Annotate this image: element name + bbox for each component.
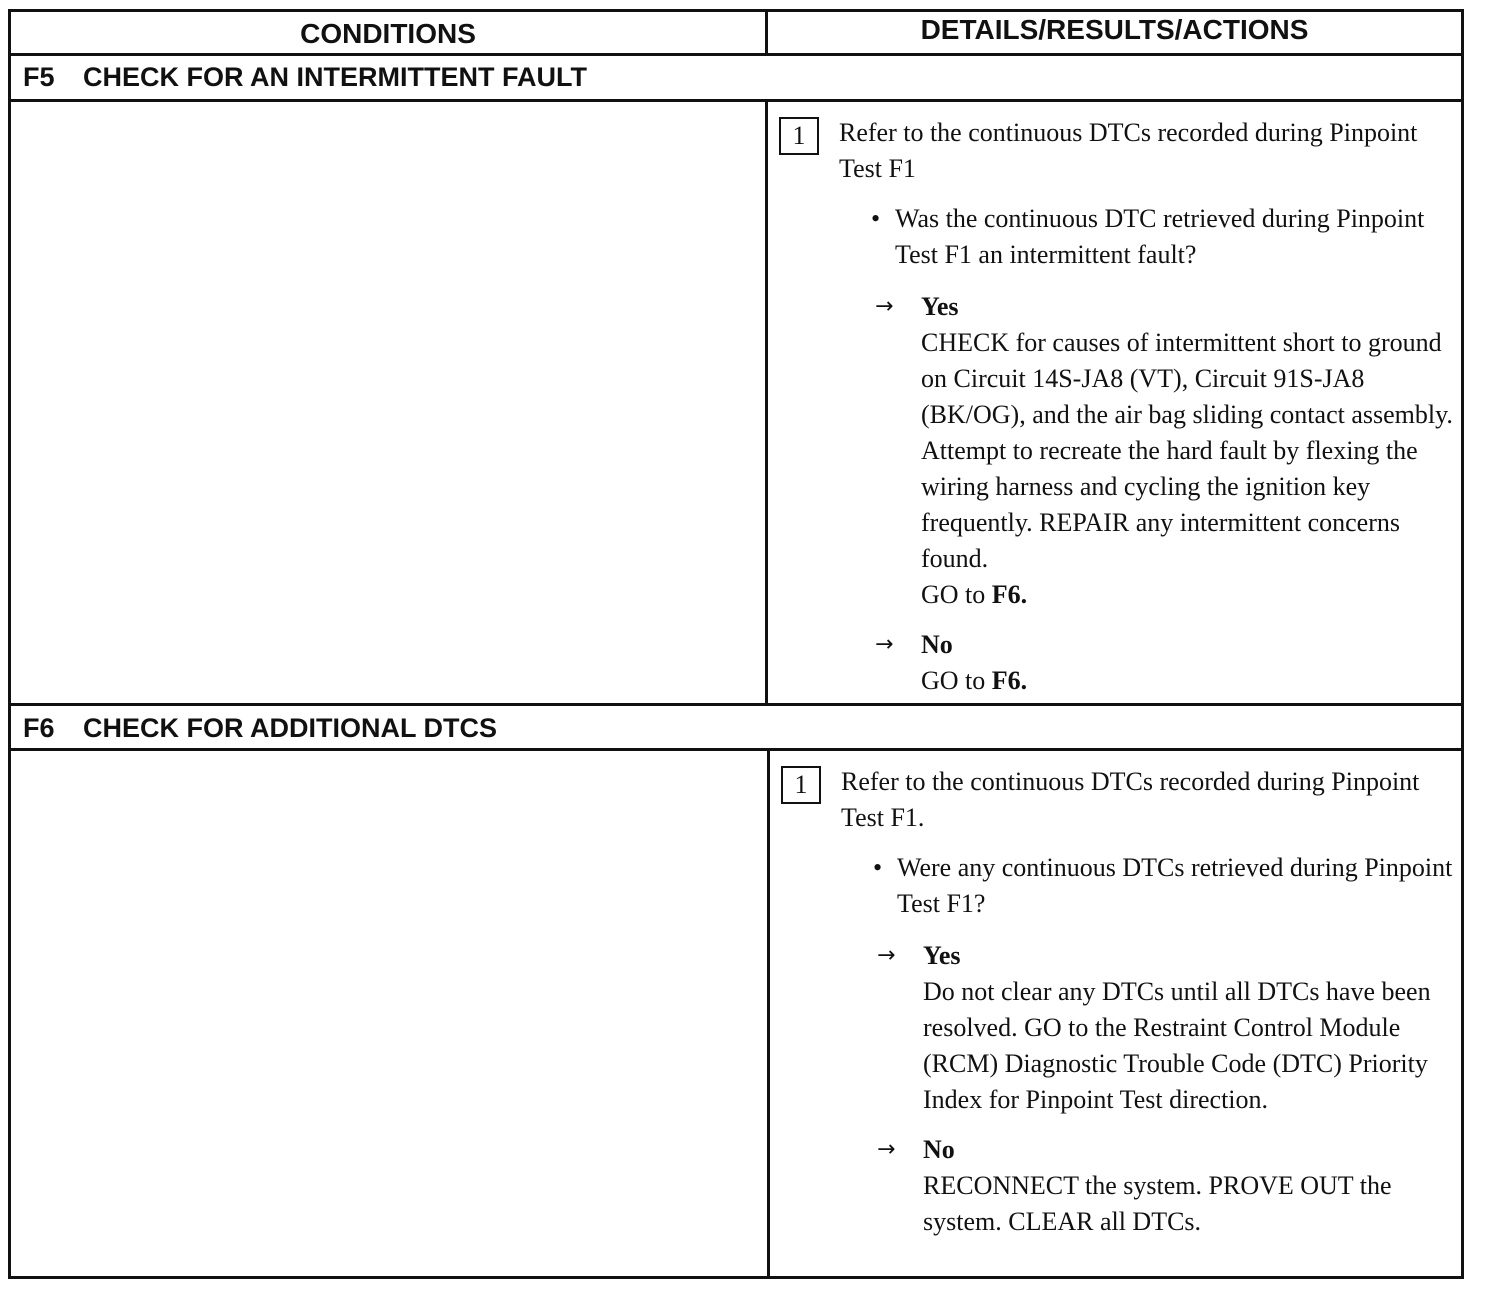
- section-f5-yes-label: Yes: [921, 292, 959, 321]
- goto-target: F6.: [991, 666, 1028, 695]
- section-f6-step-text: Refer to the continuous DTCs recorded during Pinpoint Test F1.: [841, 767, 1420, 832]
- right-arrow-icon: →: [877, 1137, 896, 1162]
- section-f5-title-text: CHECK FOR AN INTERMITTENT FAULT: [83, 62, 587, 92]
- section-f6-no-text: RECONNECT the system. PROVE OUT the system. CLEAR all DTCs.: [923, 1171, 1392, 1236]
- section-f5-title: [23, 57, 587, 97]
- bullet-dot-icon: •: [873, 853, 883, 882]
- section-f6-yes-result: [781, 938, 1461, 1118]
- section-f6-yes-text: Do not clear any DTCs until all DTCs have been resolved. GO to the Restraint Control Module (RCM) Diagnostic Trouble Code (DTC) Priority Index for Pinpoint Test direction.: [923, 977, 1431, 1114]
- header-column-divider: [765, 12, 768, 56]
- diagnostic-table: [8, 9, 1464, 1279]
- section-f6-no-result: [781, 1132, 1461, 1240]
- section-f6-top-divider: [11, 703, 1461, 706]
- section-f5-yes-text: CHECK for causes of intermittent short to ground on Circuit 14S-JA8 (VT), Circuit 91S-JA8 (BK/OG), and the air bag sliding contact assembly. Attempt to recreate the hard fault by flexing the wiring harness and cycling the ignition key frequently. REPAIR any intermittent concerns found.: [921, 328, 1453, 573]
- goto-target: F6.: [991, 580, 1028, 609]
- goto-prefix: GO to: [921, 666, 986, 695]
- section-f5-title-divider: [11, 99, 1461, 102]
- bullet-dot-icon: •: [871, 204, 881, 233]
- details-header: DETAILS/RESULTS/ACTIONS: [920, 14, 1309, 45]
- section-f6-title: [23, 708, 497, 748]
- section-f5-no-result: [779, 627, 1459, 699]
- section-f5-yes-goto: [921, 577, 1459, 613]
- section-f6-no-label: No: [923, 1135, 955, 1164]
- right-arrow-icon: →: [875, 294, 894, 319]
- section-f6-question: [781, 850, 1461, 922]
- section-f6-title-divider: [11, 748, 1461, 751]
- right-arrow-icon: →: [877, 943, 896, 968]
- section-f6-step: [781, 764, 1461, 836]
- section-f6-column-divider: [767, 751, 770, 1279]
- section-f5-details: [779, 115, 1459, 699]
- section-f6-details: [781, 764, 1461, 1240]
- conditions-header: CONDITIONS: [300, 18, 476, 49]
- section-f5-column-divider: [765, 102, 768, 704]
- section-f5-code: F5: [23, 62, 55, 92]
- section-f6-question-text: Were any continuous DTCs retrieved during Pinpoint Test F1?: [897, 853, 1453, 918]
- section-f5-question: [779, 201, 1459, 273]
- section-f6-title-text: CHECK FOR ADDITIONAL DTCS: [83, 713, 497, 743]
- section-f5-step-text: Refer to the continuous DTCs recorded during Pinpoint Test F1: [839, 118, 1418, 183]
- right-arrow-icon: →: [875, 632, 894, 657]
- goto-prefix: GO to: [921, 580, 986, 609]
- table-header: [11, 12, 1461, 56]
- section-f5-no-goto: [921, 663, 1459, 699]
- section-f5-step: [779, 115, 1459, 187]
- section-f6-code: F6: [23, 713, 55, 743]
- step-number-box: 1: [779, 117, 819, 155]
- section-f5-no-label: No: [921, 630, 953, 659]
- section-f5-question-text: Was the continuous DTC retrieved during Pinpoint Test F1 an intermittent fault?: [895, 204, 1425, 269]
- section-f6-yes-label: Yes: [923, 941, 961, 970]
- step-number-box: 1: [781, 766, 821, 804]
- section-f5-yes-result: [779, 289, 1459, 613]
